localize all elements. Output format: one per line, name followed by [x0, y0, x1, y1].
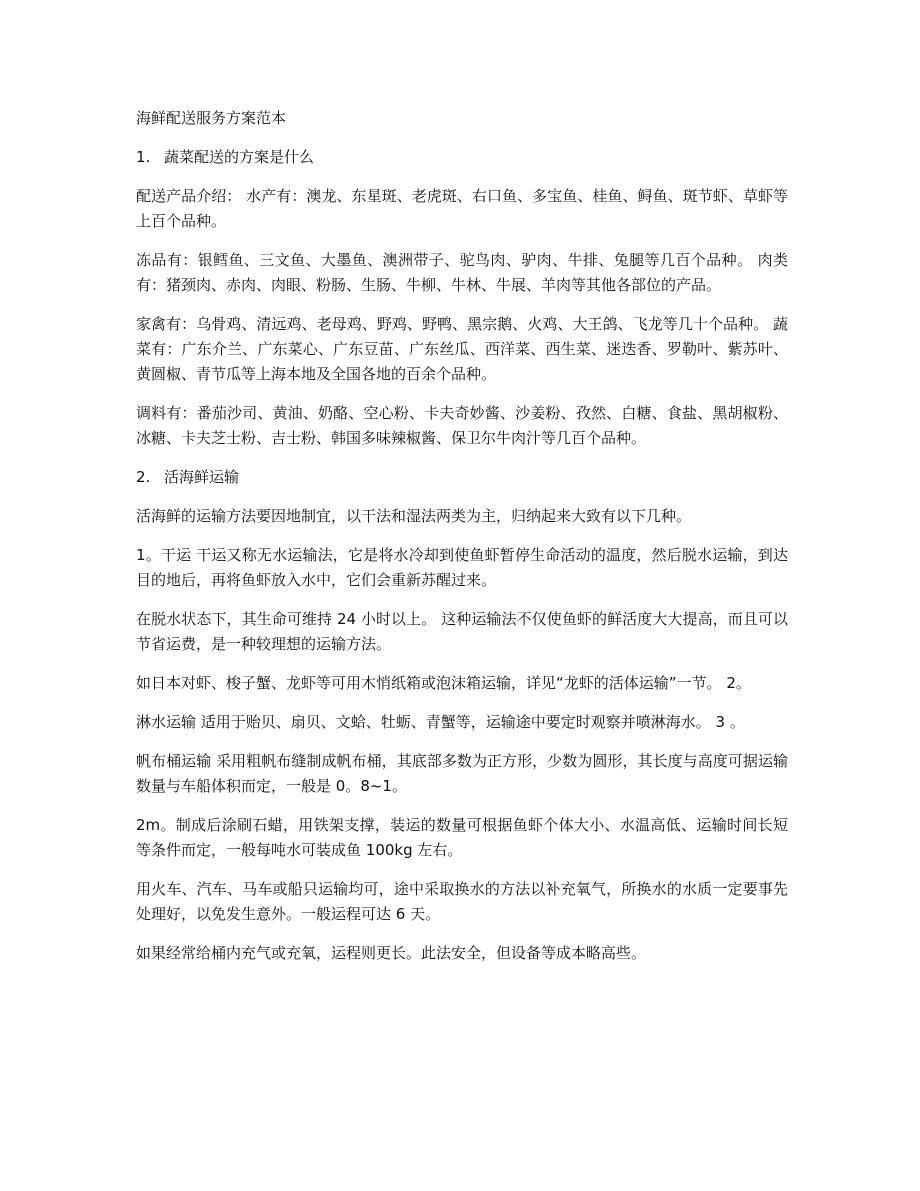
paragraph-dehydrated-state: 在脱水状态下，其生命可维持 24 小时以上。 这种运输法不仅使鱼虾的鲜活度大大提高，而且可以节省运费，是一种较理想的运输方法。: [136, 610, 788, 653]
section-number: 2.: [136, 468, 151, 486]
paragraph-frozen-meat: 冻品有：银鳕鱼、三文鱼、大墨鱼、澳洲带子、驼鸟肉、驴肉、牛排、兔腿等几百个品种。 肉类有：猪颈肉、赤肉、肉眼、粉肠、生肠、牛柳、牛林、牛展、羊肉等其他各部位的产品。: [136, 251, 788, 294]
section-title: 蔬菜配送的方案是什么: [164, 148, 315, 166]
paragraph-dry-transport: 1。干运 干运又称无水运输法，它是将水冷却到使鱼虾暂停生命活动的温度，然后脱水运输，到达目的地后，再将鱼虾放入水中，它们会重新苏醒过来。: [136, 546, 788, 589]
paragraph-oxygen: 如果经常给桶内充气或充氧，运程则更长。此法安全，但设备等成本略高些。: [136, 944, 647, 962]
paragraph-transport-intro: 活海鲜的运输方法要因地制宜，以干法和湿法两类为主，归纳起来大致有以下几种。: [136, 507, 692, 525]
paragraph-spray-transport: 淋水运输 适用于贻贝、扇贝、文蛤、牡蛎、青蟹等，运输途中要定时观察并喷淋海水。 3 。: [136, 713, 745, 731]
document-title: 海鲜配送服务方案范本: [136, 109, 287, 127]
paragraph-vehicles: 用火车、汽车、马车或船只运输均可，途中采取换水的方法以补充氧气，所换水的水质一定要事先处理好，以免发生意外。一般运程可达 6 天。: [136, 880, 788, 923]
paragraph-canvas-bucket: 帆布桶运输 采用粗帆布缝制成帆布桶，其底部多数为正方形，少数为圆形，其长度与高度可据运输数量与车船体积而定，一般是 0。8~1。: [136, 752, 788, 795]
paragraph-canvas-bucket-capacity: 2m。制成后涂刷石蜡，用铁架支撑，装运的数量可根据鱼虾个体大小、水温高低、运输时间长短等条件而定，一般每吨水可装成鱼 100kg 左右。: [136, 816, 788, 859]
section-heading-1: [136, 145, 788, 170]
paragraph-products-intro: 配送产品介绍： 水产有：澳龙、东星斑、老虎斑、右口鱼、多宝鱼、桂鱼、鲟鱼、斑节虾、草虾等上百个品种。: [136, 187, 788, 230]
paragraph-packing-examples: 如日本对虾、梭子蟹、龙虾等可用木悄纸箱或泡沫箱运输，详见“龙虾的活体运输”一节。 2。: [136, 674, 751, 692]
paragraph-seasonings: 调料有：番茄沙司、黄油、奶酪、空心粉、卡夫奇妙酱、沙姜粉、孜然、白糖、食盐、黑胡椒粉、冰糖、卡夫芝士粉、吉士粉、韩国多味辣椒酱、保卫尔牛肉汁等几百个品种。: [136, 404, 788, 447]
document-body: [136, 106, 788, 980]
section-heading-2: [136, 465, 788, 490]
section-title: 活海鲜运输: [164, 468, 240, 486]
paragraph-poultry-vegetables: 家禽有：乌骨鸡、清远鸡、老母鸡、野鸡、野鸭、黑宗鹅、火鸡、大王鸽、飞龙等几十个品种。 蔬菜有：广东介兰、广东菜心、广东豆苗、广东丝瓜、西洋菜、西生菜、迷迭香、罗勒叶、紫苏叶、黄圆椒、青节瓜等上海本地及全国各地的百余个品种。: [136, 315, 788, 383]
section-number: 1.: [136, 148, 151, 166]
